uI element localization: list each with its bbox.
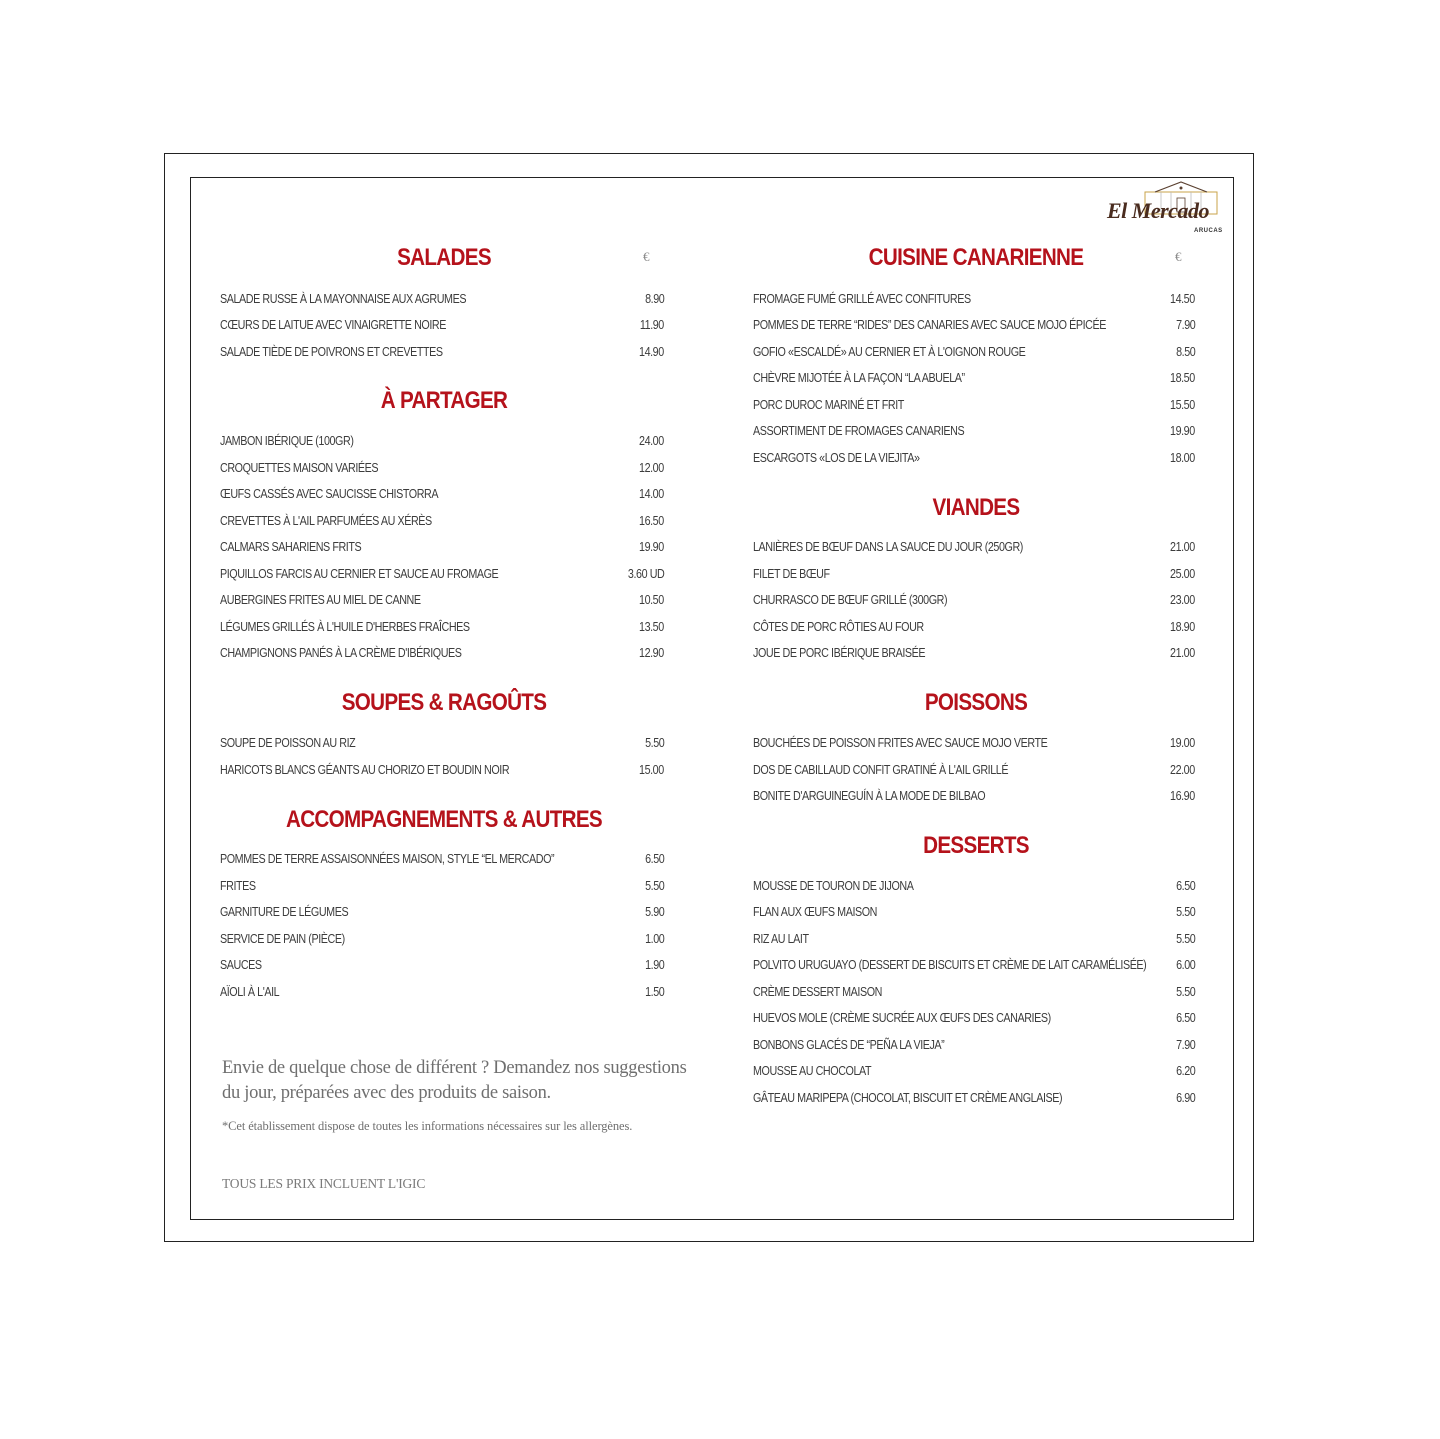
item-price: 15.50 bbox=[1170, 398, 1195, 412]
item-price: 7.90 bbox=[1175, 318, 1195, 332]
item-name: LÉGUMES GRILLÉS À L'HUILE D'HERBES FRAÎCHES bbox=[220, 620, 470, 634]
item-name: ŒUFS CASSÉS AVEC SAUCISSE CHISTORRA bbox=[220, 487, 439, 501]
item-price: 5.50 bbox=[644, 736, 664, 750]
item-price: 12.00 bbox=[639, 461, 664, 475]
menu-item bbox=[220, 982, 664, 1002]
menu-item bbox=[753, 617, 1195, 637]
currency-header-left: € bbox=[643, 249, 650, 264]
item-price: 21.00 bbox=[1170, 646, 1195, 660]
item-name: GOFIO «ESCALDÉ» AU CERNIER ET À L'OIGNON ROUGE bbox=[753, 345, 1026, 359]
item-price: 23.00 bbox=[1170, 593, 1195, 607]
menu-item bbox=[220, 733, 664, 753]
menu-item bbox=[753, 289, 1195, 309]
item-price: 14.90 bbox=[639, 345, 664, 359]
item-price: 14.50 bbox=[1170, 292, 1195, 306]
item-price: 6.50 bbox=[644, 852, 664, 866]
item-price: 21.00 bbox=[1170, 540, 1195, 554]
item-name: MOUSSE AU CHOCOLAT bbox=[753, 1064, 872, 1078]
item-name: CRÈME DESSERT MAISON bbox=[753, 985, 882, 999]
item-price: 19.90 bbox=[639, 540, 664, 554]
item-price: 15.00 bbox=[639, 763, 664, 777]
item-name: CŒURS DE LAITUE AVEC VINAIGRETTE NOIRE bbox=[220, 318, 446, 332]
menu-item bbox=[753, 421, 1195, 441]
menu-item bbox=[220, 342, 664, 362]
item-name: BONITE D'ARGUINEGUÍN À LA MODE DE BILBAO bbox=[753, 789, 986, 803]
item-price: 6.00 bbox=[1175, 958, 1195, 972]
allergen-note: *Cet établissement dispose de toutes les informations nécessaires sur les allergènes. bbox=[222, 1119, 633, 1133]
menu-item bbox=[753, 368, 1195, 388]
suggestion-note: Envie de quelque chose de différent ? Demandez nos suggestions du jour, préparées avec des produits de saison. bbox=[222, 1058, 687, 1103]
section-title-viandes: VIANDES bbox=[932, 494, 1020, 521]
menu-item bbox=[753, 955, 1195, 975]
item-price: 19.90 bbox=[1170, 424, 1195, 438]
item-price: 6.50 bbox=[1175, 1011, 1195, 1025]
item-price: 12.90 bbox=[639, 646, 664, 660]
menu-item bbox=[753, 537, 1195, 557]
item-name: MOUSSE DE TOURON DE JIJONA bbox=[753, 879, 914, 893]
item-name: FRITES bbox=[220, 879, 256, 893]
menu-item bbox=[220, 315, 664, 335]
menu-item bbox=[753, 643, 1195, 663]
menu-item bbox=[220, 955, 664, 975]
item-name: SOUPE DE POISSON AU RIZ bbox=[220, 736, 356, 750]
item-name: ESCARGOTS «LOS DE LA VIEJITA» bbox=[753, 451, 920, 465]
section-title-accompagnements: ACCOMPAGNEMENTS & AUTRES bbox=[285, 806, 603, 833]
item-name: GARNITURE DE LÉGUMES bbox=[220, 905, 349, 919]
item-name: DOS DE CABILLAUD CONFIT GRATINÉ À L'AIL GRILLÉ bbox=[753, 763, 1009, 777]
item-price: 8.50 bbox=[1175, 345, 1195, 359]
item-price: 25.00 bbox=[1170, 567, 1195, 581]
item-price: 7.90 bbox=[1175, 1038, 1195, 1052]
item-price: 18.90 bbox=[1170, 620, 1195, 634]
item-name: SALADE TIÈDE DE POIVRONS ET CREVETTES bbox=[220, 345, 443, 359]
currency-header-right: € bbox=[1175, 249, 1182, 264]
item-name: POMMES DE TERRE “RIDES” DES CANARIES AVEC SAUCE MOJO ÉPICÉE bbox=[753, 318, 1106, 332]
menu-item bbox=[753, 902, 1195, 922]
menu-item bbox=[753, 760, 1195, 780]
menu-item bbox=[220, 929, 664, 949]
section-title-soupes: SOUPES & RAGOÛTS bbox=[341, 689, 547, 716]
menu-item bbox=[753, 786, 1195, 806]
section-title-salades: SALADES bbox=[397, 244, 491, 271]
item-name: BONBONS GLACÉS DE “PEÑA LA VIEJA” bbox=[753, 1038, 945, 1052]
item-name: AUBERGINES FRITES AU MIEL DE CANNE bbox=[220, 593, 421, 607]
logo-location: ARUCAS bbox=[1194, 228, 1223, 234]
item-name: RIZ AU LAIT bbox=[753, 932, 809, 946]
menu-item bbox=[220, 511, 664, 531]
menu-item bbox=[220, 590, 664, 610]
item-price: 24.00 bbox=[639, 434, 664, 448]
item-name: JAMBON IBÉRIQUE (100GR) bbox=[220, 434, 354, 448]
section-title-canarienne: CUISINE CANARIENNE bbox=[868, 244, 1084, 271]
item-name: CHÈVRE MIJOTÉE À LA FAÇON “LA ABUELA” bbox=[753, 371, 965, 385]
item-name: FILET DE BŒUF bbox=[753, 567, 830, 581]
section-title-partager: À PARTAGER bbox=[380, 387, 508, 414]
item-name: CROQUETTES MAISON VARIÉES bbox=[220, 461, 379, 475]
item-name: FLAN AUX ŒUFS MAISON bbox=[753, 905, 878, 919]
menu-item bbox=[753, 564, 1195, 584]
menu-item bbox=[753, 876, 1195, 896]
item-name: CREVETTES À L'AIL PARFUMÉES AU XÉRÈS bbox=[220, 514, 432, 528]
item-price: 11.90 bbox=[640, 318, 664, 332]
menu-item bbox=[753, 733, 1195, 753]
menu-item bbox=[753, 590, 1195, 610]
item-price: 10.50 bbox=[639, 593, 664, 607]
item-name: HARICOTS BLANCS GÉANTS AU CHORIZO ET BOUDIN NOIR bbox=[220, 763, 510, 777]
item-price: 5.50 bbox=[1175, 905, 1195, 919]
item-price: 1.00 bbox=[644, 932, 664, 946]
menu-item bbox=[220, 617, 664, 637]
item-price: 19.00 bbox=[1170, 736, 1195, 750]
menu-item bbox=[220, 484, 664, 504]
menu-item bbox=[753, 342, 1195, 362]
tax-note: TOUS LES PRIX INCLUENT L'IGIC bbox=[222, 1176, 426, 1191]
item-price: 5.50 bbox=[644, 879, 664, 893]
menu-item bbox=[753, 982, 1195, 1002]
item-price: 18.00 bbox=[1170, 451, 1195, 465]
item-name: JOUE DE PORC IBÉRIQUE BRAISÉE bbox=[753, 646, 926, 660]
menu-item bbox=[220, 876, 664, 896]
item-name: CALMARS SAHARIENS FRITS bbox=[220, 540, 362, 554]
restaurant-logo bbox=[1105, 180, 1223, 240]
item-name: LANIÈRES DE BŒUF DANS LA SAUCE DU JOUR (250GR) bbox=[753, 540, 1023, 554]
menu-item bbox=[220, 458, 664, 478]
menu-item bbox=[220, 643, 664, 663]
menu-item bbox=[753, 1008, 1195, 1028]
menu-item bbox=[220, 289, 664, 309]
item-name: BOUCHÉES DE POISSON FRITES AVEC SAUCE MOJO VERTE bbox=[753, 736, 1048, 750]
item-price: 5.50 bbox=[1175, 932, 1195, 946]
item-price: 5.90 bbox=[644, 905, 664, 919]
item-price: 5.50 bbox=[1175, 985, 1195, 999]
menu-item bbox=[753, 448, 1195, 468]
section-title-desserts: DESSERTS bbox=[923, 832, 1029, 859]
item-price: 16.50 bbox=[639, 514, 664, 528]
menu-item bbox=[220, 537, 664, 557]
item-name: HUEVOS MOLE (CRÈME SUCRÉE AUX ŒUFS DES CANARIES) bbox=[753, 1011, 1051, 1025]
item-name: CHURRASCO DE BŒUF GRILLÉ (300GR) bbox=[753, 593, 948, 607]
section-title-poissons: POISSONS bbox=[924, 689, 1028, 716]
item-name: POMMES DE TERRE ASSAISONNÉES MAISON, STYLE “EL MERCADO” bbox=[220, 852, 555, 866]
menu-item bbox=[753, 929, 1195, 949]
item-name: AÏOLI À L'AIL bbox=[220, 985, 280, 999]
item-price: 6.50 bbox=[1175, 879, 1195, 893]
item-name: CÔTES DE PORC RÔTIES AU FOUR bbox=[753, 620, 924, 634]
item-name: POLVITO URUGUAYO (DESSERT DE BISCUITS ET CRÈME DE LAIT CARAMÉLISÉE) bbox=[753, 958, 1147, 972]
menu-item bbox=[220, 431, 664, 451]
item-price: 16.90 bbox=[1170, 789, 1195, 803]
menu-item bbox=[753, 1035, 1195, 1055]
item-name: SERVICE DE PAIN (PIÈCE) bbox=[220, 932, 345, 946]
item-price: 22.00 bbox=[1170, 763, 1195, 777]
menu-item bbox=[753, 1061, 1195, 1081]
item-price: 1.90 bbox=[644, 958, 664, 972]
item-name: CHAMPIGNONS PANÉS À LA CRÈME D'IBÉRIQUES bbox=[220, 646, 462, 660]
item-name: SALADE RUSSE À LA MAYONNAISE AUX AGRUMES bbox=[220, 292, 467, 306]
logo-name: El Mercado bbox=[1107, 198, 1209, 223]
menu-item bbox=[220, 849, 664, 869]
item-price: 18.50 bbox=[1170, 371, 1195, 385]
item-name: PIQUILLOS FARCIS AU CERNIER ET SAUCE AU FROMAGE bbox=[220, 567, 499, 581]
menu-item bbox=[220, 902, 664, 922]
item-name: SAUCES bbox=[220, 958, 262, 972]
item-name: PORC DUROC MARINÉ ET FRIT bbox=[753, 398, 904, 412]
item-price: 8.90 bbox=[644, 292, 664, 306]
item-price: 14.00 bbox=[639, 487, 664, 501]
item-price: 6.90 bbox=[1175, 1091, 1195, 1105]
menu-item bbox=[753, 395, 1195, 415]
item-price: 3.60 UD bbox=[627, 567, 664, 581]
item-price: 13.50 bbox=[639, 620, 664, 634]
item-price: 6.20 bbox=[1175, 1064, 1195, 1078]
menu-item bbox=[753, 315, 1195, 335]
item-name: FROMAGE FUMÉ GRILLÉ AVEC CONFITURES bbox=[753, 292, 971, 306]
menu-item bbox=[753, 1088, 1195, 1108]
menu-item bbox=[220, 760, 664, 780]
item-name: GÂTEAU MARIPEPA (CHOCOLAT, BISCUIT ET CRÈME ANGLAISE) bbox=[753, 1091, 1063, 1105]
item-price: 1.50 bbox=[644, 985, 664, 999]
item-name: ASSORTIMENT DE FROMAGES CANARIENS bbox=[753, 424, 965, 438]
menu-item bbox=[220, 564, 664, 584]
